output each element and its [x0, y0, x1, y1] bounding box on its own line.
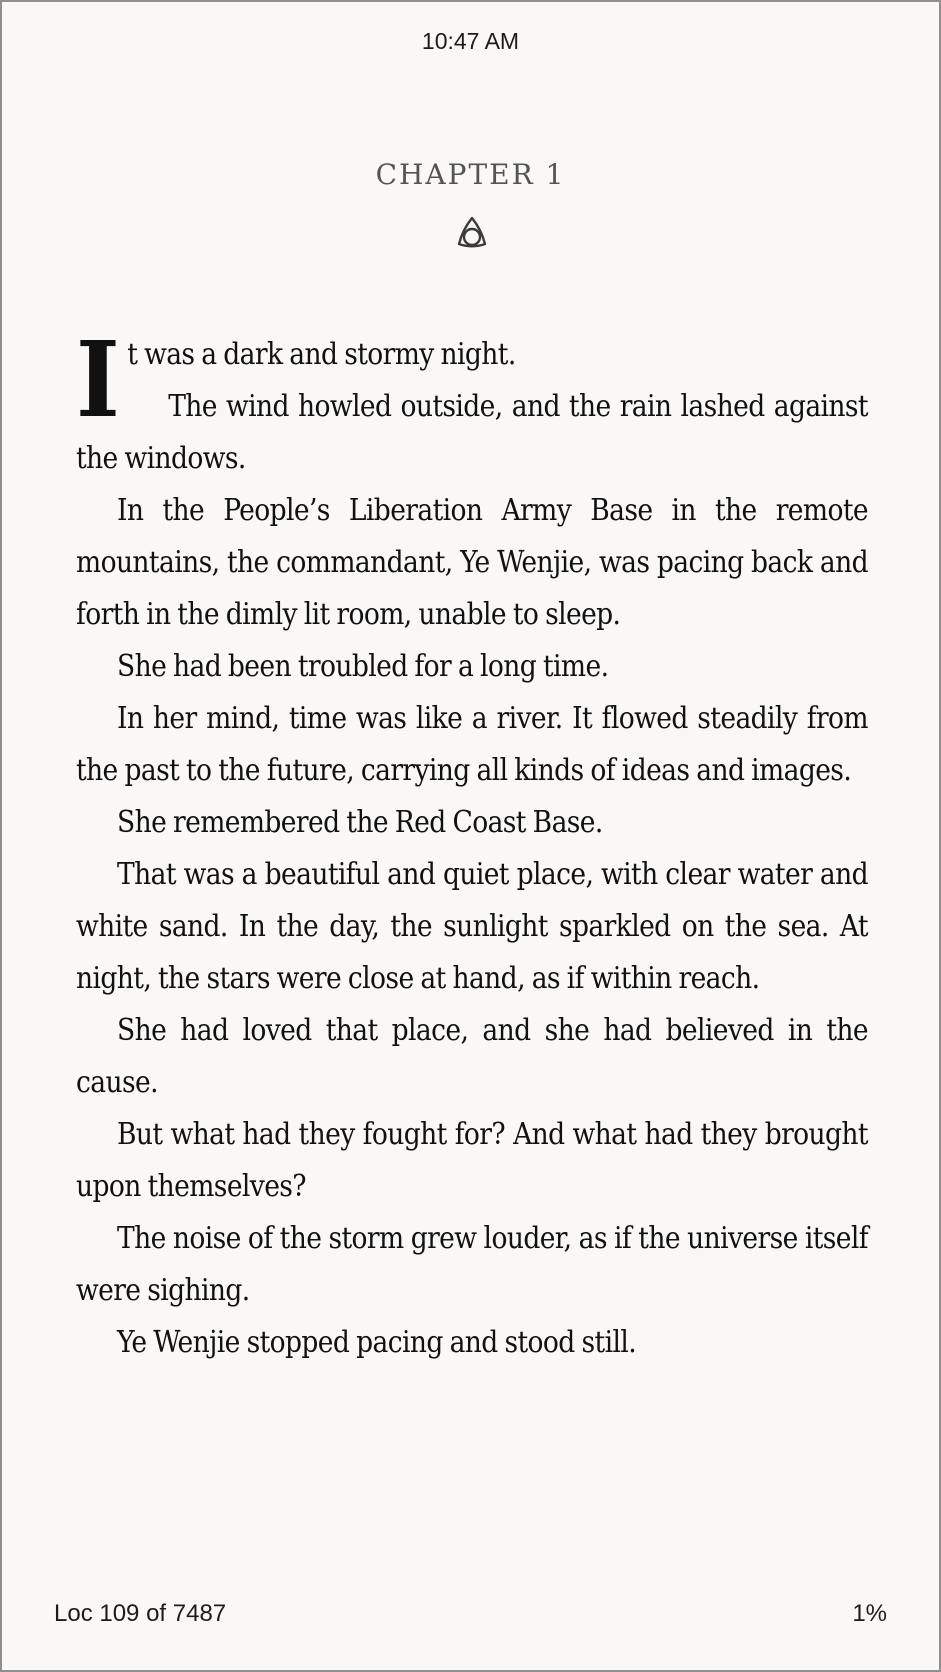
- paragraph: Ye Wenjie stopped pacing and stood still.: [117, 1325, 637, 1359]
- clock: 10:47 AM: [421, 28, 520, 54]
- paragraph: But what had they fought for? And what had they brought upon themselves?: [76, 1117, 868, 1203]
- paragraph-text: t was a dark and stormy night.: [127, 337, 516, 371]
- paragraph: In the People’s Liberation Army Base in the remote mountains, the commandant, Ye Wenjie, was pacing back and forth in the dimly lit room, unable to sleep.: [76, 493, 868, 631]
- paragraph: She had been troubled for a long time.: [117, 649, 609, 683]
- chapter-title: CHAPTER 1: [375, 158, 566, 191]
- paragraph: She had loved that place, and she had believed in the cause.: [76, 1013, 868, 1099]
- paragraph: The noise of the storm grew louder, as if the universe itself were sighing.: [76, 1221, 868, 1307]
- paragraph: That was a beautiful and quiet place, with clear water and white sand. In the day, the sunlight sparkled on the sea. At night, the stars were close at hand, as if within reach.: [76, 857, 868, 995]
- triquetra-icon: [455, 216, 489, 250]
- dropcap: I: [76, 318, 120, 441]
- paragraph: The wind howled outside, and the rain lashed against the windows.: [76, 389, 868, 475]
- progress-percent: 1%: [852, 1600, 887, 1627]
- location-indicator[interactable]: Loc 109 of 7487: [54, 1600, 227, 1627]
- paragraph: In her mind, time was like a river. It flowed steadily from the past to the future, carrying all kinds of ideas and images.: [76, 701, 868, 787]
- book-text[interactable]: [76, 318, 868, 1368]
- paragraph: She remembered the Red Coast Base.: [117, 805, 603, 839]
